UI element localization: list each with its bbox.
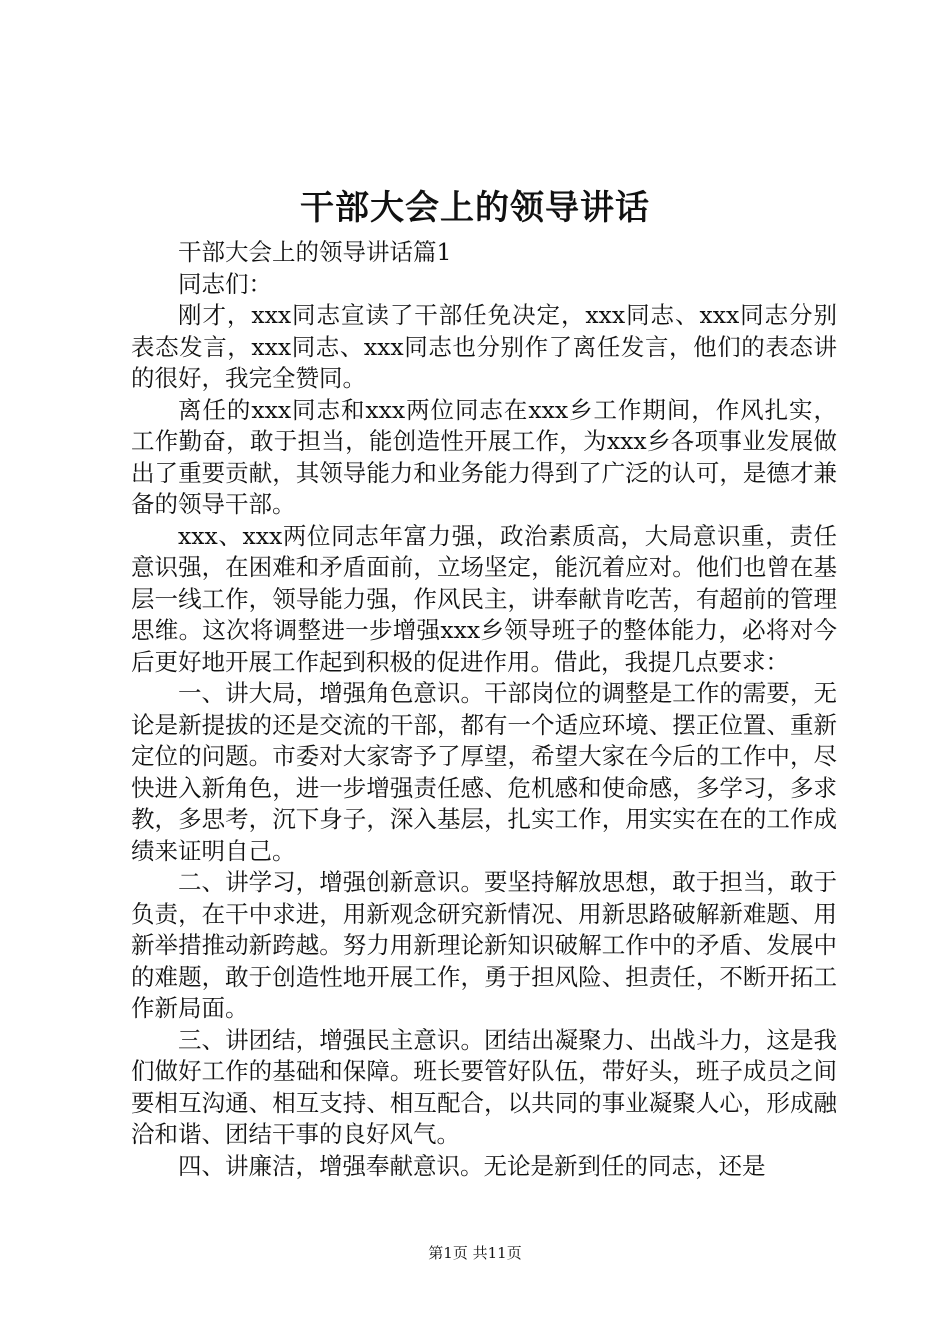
paragraph: 一、讲大局，增强角色意识。干部岗位的调整是工作的需要，无论是新提拔的还是交流的干部，都有一个适应环境、摆正位置、重新定位的问题。市委对大家寄予了厚望，希望大家在今后的工作中，尽快进入新角色，进一步增强责任感、危机感和使命感，多学习，多求教，多思考，沉下身子，深入基层，扎实工作，用实实在在的工作成绩来证明自己。 [131,679,837,865]
paragraph: 二、讲学习，增强创新意识。要坚持解放思想，敢于担当，敢于负责，在干中求进，用新观念研究新情况、用新思路破解新难题、用新举措推动新跨越。努力用新理论新知识破解工作中的矛盾、发展中的难题，敢于创造性地开展工作，勇于担风险、担责任，不断开拓工作新局面。 [131,868,837,1022]
paragraph-salutation: 同志们： [178,269,272,298]
page-footer: 第1页 共11页 [428,1244,522,1262]
paragraph: 三、讲团结，增强民主意识。团结出凝聚力、出战斗力，这是我们做好工作的基础和保障。班长要管好队伍，带好头，班子成员之间要相互沟通、相互支持、相互配合，以共同的事业凝聚人心，形成融洽和谐、团结干事的良好风气。 [131,1025,837,1148]
paragraph-heading: 干部大会上的领导讲话篇1 [178,238,452,266]
paragraph: 离任的xxx同志和xxx两位同志在xxx乡工作期间，作风扎实，工作勤奋，敢于担当，能创造性开展工作，为xxx乡各项事业发展做出了重要贡献，其领导能力和业务能力得到了广泛的认可，是德才兼备的领导干部。 [131,395,837,518]
document-title: 干部大会上的领导讲话 [300,188,650,228]
paragraph: xxx、xxx两位同志年富力强，政治素质高，大局意识重，责任意识强，在困难和矛盾面前，立场坚定，能沉着应对。他们也曾在基层一线工作，领导能力强，作风民主，讲奉献肯吃苦，有超前的管理思维。这次将调整进一步增强xxx乡领导班子的整体能力，必将对今后更好地开展工作起到积极的促进作用。借此，我提几点要求： [131,521,837,676]
paragraph: 刚才，xxx同志宣读了干部任免决定，xxx同志、xxx同志分别表态发言，xxx同志、xxx同志也分别作了离任发言，他们的表态讲的很好，我完全赞同。 [131,301,837,392]
paragraph: 四、讲廉洁，增强奉献意识。无论是新到任的同志，还是 [178,1151,766,1180]
document-body [131,237,837,1182]
